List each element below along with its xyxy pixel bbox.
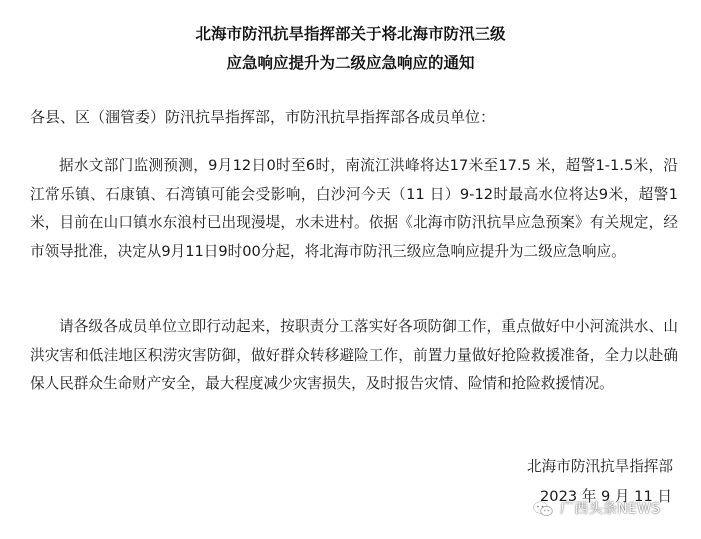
- notice-paragraph-2: 请各级各成员单位立即行动起来，按职责分工落实好各项防御工作，重点做好中小河流洪水、山洪灾害和低洼地区积涝灾害防御，做好群众转移避险工作，前置力量做好抢险救援准备，全力以赴确保人民群众生命财产安全，最大程度减少灾害损失，及时报告灾情、险情和抢险救援情况。: [30, 318, 678, 392]
- notice-title-line-2: 应急响应提升为二级应急响应的通知: [226, 54, 475, 72]
- watermark-text: 广西头条NEWS: [560, 501, 661, 517]
- notice-title-line-1: 北海市防汛抗旱指挥部关于将北海市防汛三级: [195, 25, 506, 43]
- watermark: [532, 498, 660, 520]
- notice-date: 2023 年 9 月 11 日: [540, 488, 672, 505]
- notice-addressee: 各县、区（涠管委）防汛抗旱指挥部，市防汛抗旱指挥部各成员单位：: [30, 108, 496, 126]
- notice-signature: 北海市防汛抗旱指挥部: [527, 458, 673, 475]
- wechat-icon: [532, 500, 554, 518]
- notice-paragraph-1: 据水文部门监测预测，9月12日0时至6时，南流江洪峰将达17米至17.5 米，超警1-1.5米，沿江常乐镇、石康镇、石湾镇可能会受影响，白沙河今天（11 日）9-12时最高水位将达9米，超警1米，目前在山口镇水东浪村已出现漫堤，水未进村。依据《北海市防汛抗旱应急预案》有关规定，经市领导批准，决定从9月11日9时00分起，将北海市防汛三级应急响应提升为二级应急响应。: [30, 157, 678, 260]
